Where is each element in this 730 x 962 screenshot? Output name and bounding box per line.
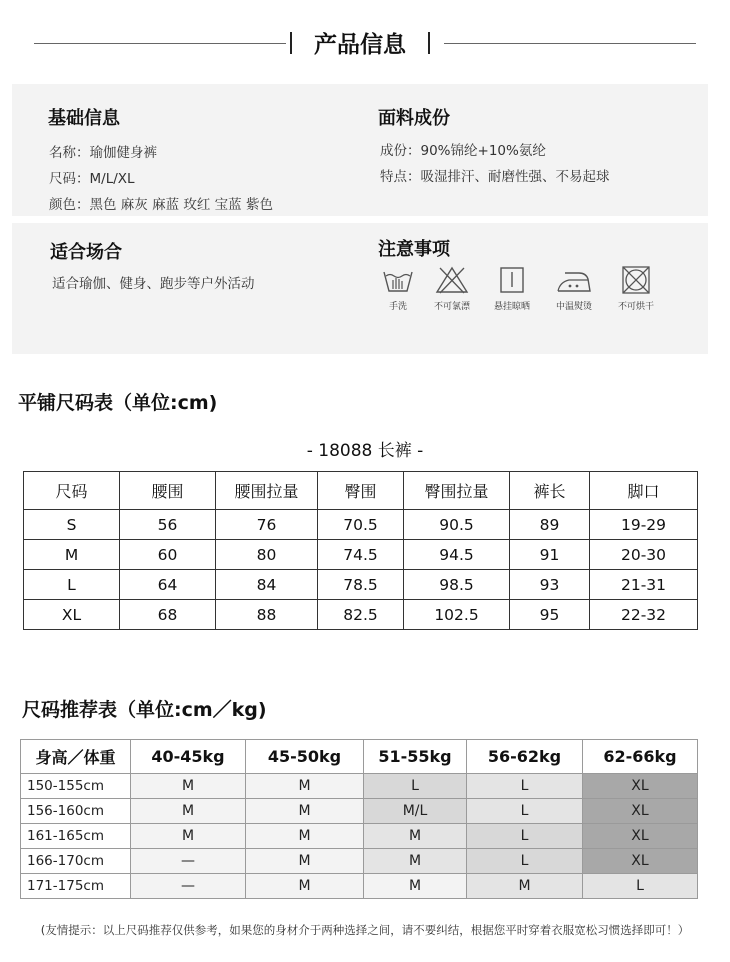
table-row [24,540,698,570]
table-header-cell: 尺码 [24,472,120,510]
table-cell: L [467,849,583,874]
table-cell: M [24,540,120,570]
table-cell: L [583,874,698,899]
table-cell: XL [24,600,120,630]
table-cell: L [24,570,120,600]
height-range-cell: 166-170cm [21,849,131,874]
table-cell: L [364,774,467,799]
table-cell: 93 [510,570,590,600]
table-cell: XL [583,774,698,799]
table-cell: L [467,824,583,849]
table-cell: 22-32 [590,600,698,630]
table-cell: 102.5 [404,600,510,630]
table-cell: 88 [216,600,318,630]
care-item-no-bleach [426,265,478,312]
table-row [21,774,698,799]
header-divider-right [444,43,696,44]
table-header-cell: 45-50kg [246,740,364,774]
table-cell: — [131,874,246,899]
table-cell: 20-30 [590,540,698,570]
table-cell: 70.5 [318,510,404,540]
occasion-text: 适合瑜伽、健身、跑步等户外活动 [52,276,255,292]
care-item-iron-medium [548,265,600,312]
table-cell: XL [583,849,698,874]
table-cell: 64 [120,570,216,600]
table-cell: M [246,849,364,874]
table-row [24,600,698,630]
table-cell: M [467,874,583,899]
table-cell: M [364,874,467,899]
basic-info-title: 基础信息 [48,108,120,129]
table-cell: XL [583,824,698,849]
table-row [21,849,698,874]
height-range-cell: 171-175cm [21,874,131,899]
table-row [21,799,698,824]
table-cell: 60 [120,540,216,570]
care-item-hand-wash [372,265,424,312]
height-range-cell: 150-155cm [21,774,131,799]
table-cell: M [131,824,246,849]
flat-size-table-subtitle: - 18088 长裤 - [306,441,424,461]
care-label: 中温熨烫 [555,302,592,312]
table-cell: XL [583,799,698,824]
page-title: 产品信息 [314,32,406,58]
flat-size-table-title: 平铺尺码表（单位:cm) [18,392,218,414]
table-header-cell: 40-45kg [131,740,246,774]
size-recommendation-table [20,739,698,899]
table-header-cell: 身高／体重 [21,740,131,774]
header-divider-left [34,43,286,44]
table-header-row [21,740,698,774]
care-label: 悬挂晾晒 [493,302,530,312]
basic-info-size: 尺码：M/L/XL [49,171,135,187]
table-cell: S [24,510,120,540]
hand-wash-icon [381,265,415,295]
table-header-cell: 臀围拉量 [404,472,510,510]
care-item-no-tumble-dry [610,265,662,312]
table-header-cell: 51-55kg [364,740,467,774]
care-item-hang-dry [486,265,538,312]
table-cell: L [467,799,583,824]
fabric-title: 面料成份 [378,108,450,129]
table-header-cell: 裤长 [510,472,590,510]
table-cell: 89 [510,510,590,540]
table-header-cell: 腰围拉量 [216,472,318,510]
table-row [21,874,698,899]
fabric-composition: 成份：90%锦纶+10%氨纶 [380,143,546,159]
usage-panel [12,223,708,354]
fabric-features: 特点：吸湿排汗、耐磨性强、不易起球 [380,169,610,185]
table-cell: 95 [510,600,590,630]
table-cell: M [364,824,467,849]
table-row [24,570,698,600]
table-header-row [24,472,698,510]
no-bleach-icon [435,265,469,295]
table-header-cell: 腰围 [120,472,216,510]
table-header-cell: 脚口 [590,472,698,510]
care-label: 手洗 [388,302,407,312]
table-cell: 21-31 [590,570,698,600]
size-recommendation-title: 尺码推荐表（单位:cm／kg) [22,699,267,721]
table-cell: L [467,774,583,799]
table-cell: 82.5 [318,600,404,630]
table-cell: 56 [120,510,216,540]
table-header-cell: 56-62kg [467,740,583,774]
table-cell: 74.5 [318,540,404,570]
table-cell: 76 [216,510,318,540]
table-header-cell: 62-66kg [583,740,698,774]
table-cell: 19-29 [590,510,698,540]
table-cell: 98.5 [404,570,510,600]
table-header-cell: 臀围 [318,472,404,510]
table-cell: 91 [510,540,590,570]
table-cell: 94.5 [404,540,510,570]
header-bar-left [290,32,292,54]
hang-dry-icon [495,265,529,295]
care-label: 不可烘干 [617,302,654,312]
basic-info-color: 颜色：黑色 麻灰 麻蓝 玫红 宝蓝 紫色 [49,197,273,213]
table-cell: M [246,824,364,849]
height-range-cell: 156-160cm [21,799,131,824]
table-row [24,510,698,540]
info-panel [12,84,708,216]
table-row [21,824,698,849]
iron-medium-icon [555,265,593,295]
header-bar-right [428,32,430,54]
height-range-cell: 161-165cm [21,824,131,849]
table-cell: M [246,799,364,824]
flat-size-table [23,471,698,630]
table-cell: 84 [216,570,318,600]
table-cell: 78.5 [318,570,404,600]
table-cell: 90.5 [404,510,510,540]
table-cell: — [131,849,246,874]
section-header [0,22,730,66]
table-cell: M [131,774,246,799]
table-cell: M [364,849,467,874]
no-tumble-dry-icon [619,265,653,295]
occasion-title: 适合场合 [50,242,122,263]
basic-info-name: 名称：瑜伽健身裤 [49,145,157,161]
table-cell: 68 [120,600,216,630]
care-title: 注意事项 [378,239,450,260]
footnote: (友情提示：以上尺码推荐仅供参考，如果您的身材介于两种选择之间，请不要纠结，根据您平时穿着衣服宽松习惯选择即可！） [40,923,690,937]
care-label: 不可氯漂 [433,302,470,312]
table-cell: M [246,774,364,799]
table-cell: M/L [364,799,467,824]
table-cell: 80 [216,540,318,570]
table-cell: M [246,874,364,899]
table-cell: M [131,799,246,824]
